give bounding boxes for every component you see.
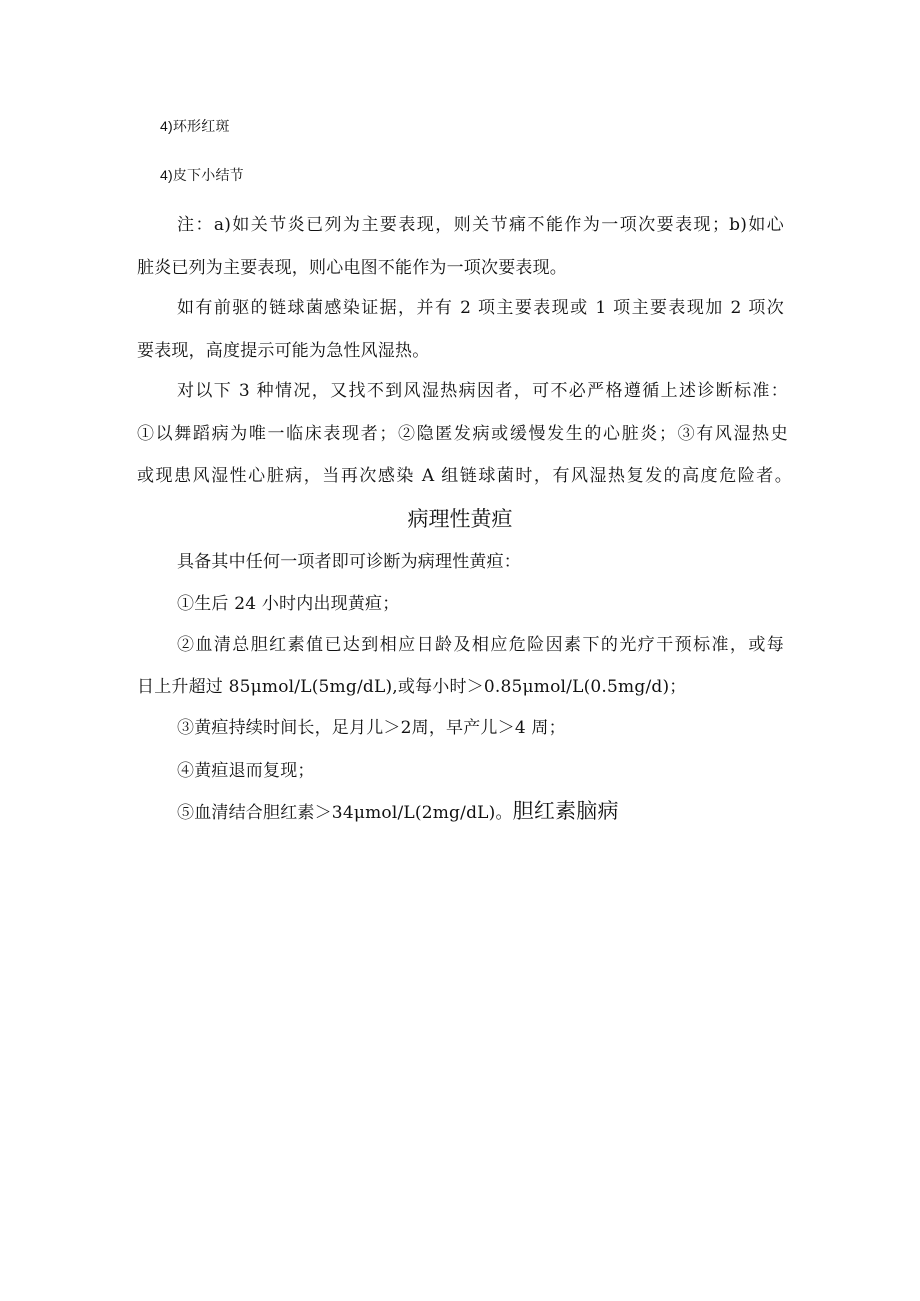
- criterion-2-line-2: 日上升超过 85μmol∕L(5mg∕dL),或每小时＞0.85μmol∕L(0.5mg∕d)；: [137, 677, 687, 697]
- section-intro: 具备其中任何一项者即可诊断为病理性黄疸：: [177, 552, 521, 572]
- criterion-1: ①生后 24 小时内出现黄疸；: [177, 594, 400, 614]
- criterion-5-row: [177, 800, 619, 824]
- streptococcus-paragraph-line-2: 要表现，高度提示可能为急性风湿热。: [137, 341, 430, 361]
- list-item-subcutaneous-nodules: 4)皮下小结节: [160, 167, 244, 183]
- exception-paragraph-line-1: 对以下 3 种情况，又找不到风湿热病因者，可不必严格遵循上述诊断标准：: [177, 381, 788, 401]
- note-line-1: 注：a)如关节炎已列为主要表现，则关节痛不能作为一项次要表现；b)如心: [177, 215, 784, 235]
- note-line-2: 脏炎已列为主要表现，则心电图不能作为一项次要表现。: [137, 258, 567, 278]
- next-heading-bilirubin-encephalopathy: 胆红素脑病: [512, 799, 619, 823]
- exception-paragraph-line-3: 或现患风湿性心脏病，当再次感染 A 组链球菌时，有风湿热复发的高度危险者。: [137, 466, 792, 486]
- streptococcus-paragraph-line-1: 如有前驱的链球菌感染证据，并有 2 项主要表现或 1 项主要表现加 2 项次: [177, 298, 784, 318]
- exception-paragraph-line-2: ①以舞蹈病为唯一临床表现者；②隐匿发病或缓慢发生的心脏炎；③有风湿热史: [137, 424, 788, 444]
- criterion-5: ⑤血清结合胆红素＞34μmol∕L(2mg∕dL)。: [177, 803, 513, 823]
- criterion-3: ③黄疸持续时间长，足月儿＞2周，早产儿＞4 周；: [177, 718, 566, 738]
- criterion-4: ④黄疸退而复现；: [177, 761, 315, 781]
- criterion-2-line-1: ②血清总胆红素值已达到相应日龄及相应危险因素下的光疗干预标准，或每: [177, 635, 784, 655]
- list-item-annular-erythema: 4)环形红斑: [160, 118, 230, 134]
- section-title-pathological-jaundice: 病理性黄疸: [407, 507, 513, 531]
